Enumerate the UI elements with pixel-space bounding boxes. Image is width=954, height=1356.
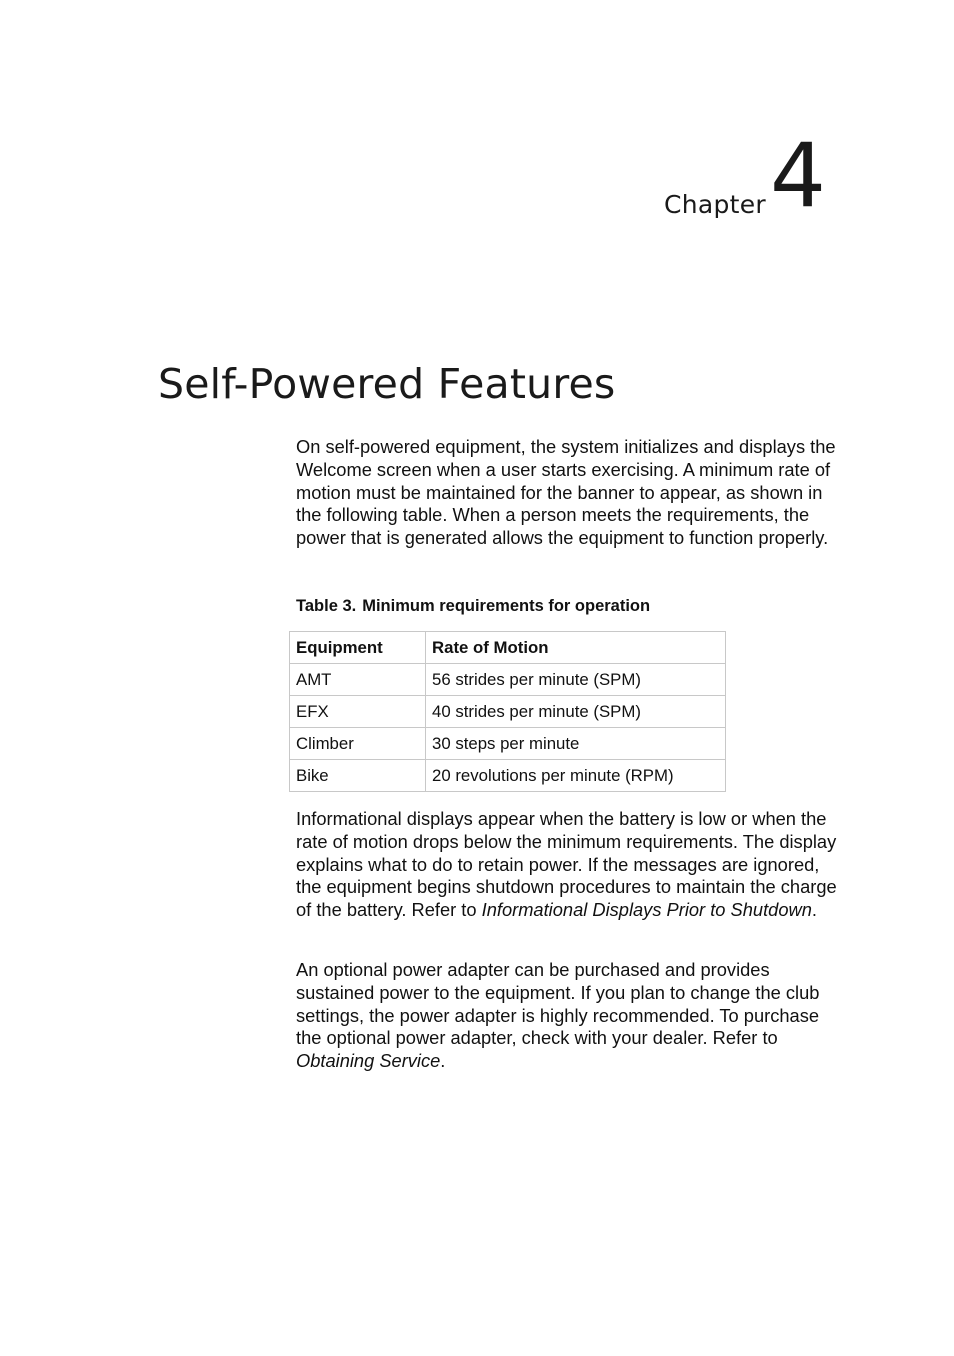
cell-rate: 20 revolutions per minute (RPM) [426, 760, 726, 792]
table-row [290, 696, 726, 728]
adapter-paragraph-end: . [440, 1050, 446, 1072]
table-row [290, 664, 726, 696]
header-rate-of-motion: Rate of Motion [426, 632, 726, 664]
table-caption [296, 597, 650, 616]
cell-rate: 30 steps per minute [426, 728, 726, 760]
table-row [290, 728, 726, 760]
adapter-paragraph [296, 959, 846, 1073]
cell-equipment: Climber [290, 728, 426, 760]
cell-equipment: EFX [290, 696, 426, 728]
info-paragraph-end: . [811, 899, 817, 921]
cell-equipment: Bike [290, 760, 426, 792]
table-caption-number: Table 3. [296, 597, 357, 615]
info-paragraph [296, 808, 846, 922]
cell-rate: 56 strides per minute (SPM) [426, 664, 726, 696]
table-row [290, 760, 726, 792]
header-equipment: Equipment [290, 632, 426, 664]
info-paragraph-reference: Informational Displays Prior to Shutdown [481, 899, 812, 921]
adapter-paragraph-text: An optional power adapter can be purchased and provides sustained power to the equipment. If you plan to change the club settings, the power adapter is highly recommended. To purchase the optional power adapter, check with your dealer. Refer to [296, 959, 820, 1049]
info-paragraph-text: Informational displays appear when the battery is low or when the rate of motion drops below the minimum requirements. The display explains what to do to retain power. If the messages are ignored, the equipment begins shutdown procedures to maintain the charge of the battery. Refer to [296, 808, 837, 921]
page-title: Self-Powered Features [158, 360, 616, 408]
table-caption-title: Minimum requirements for operation [362, 597, 651, 615]
requirements-table [289, 631, 726, 792]
cell-equipment: AMT [290, 664, 426, 696]
table-header-row [290, 632, 726, 664]
cell-rate: 40 strides per minute (SPM) [426, 696, 726, 728]
adapter-paragraph-reference: Obtaining Service [296, 1050, 441, 1072]
intro-paragraph: On self-powered equipment, the system initializes and displays the Welcome screen when a user starts exercising. A minimum rate of motion must be maintained for the banner to appear, as shown in the following table. When a person meets the requirements, the power that is generated allows the equipment to function properly. [296, 436, 836, 549]
chapter-number: 4 [770, 124, 826, 227]
chapter-label: Chapter [663, 190, 766, 219]
